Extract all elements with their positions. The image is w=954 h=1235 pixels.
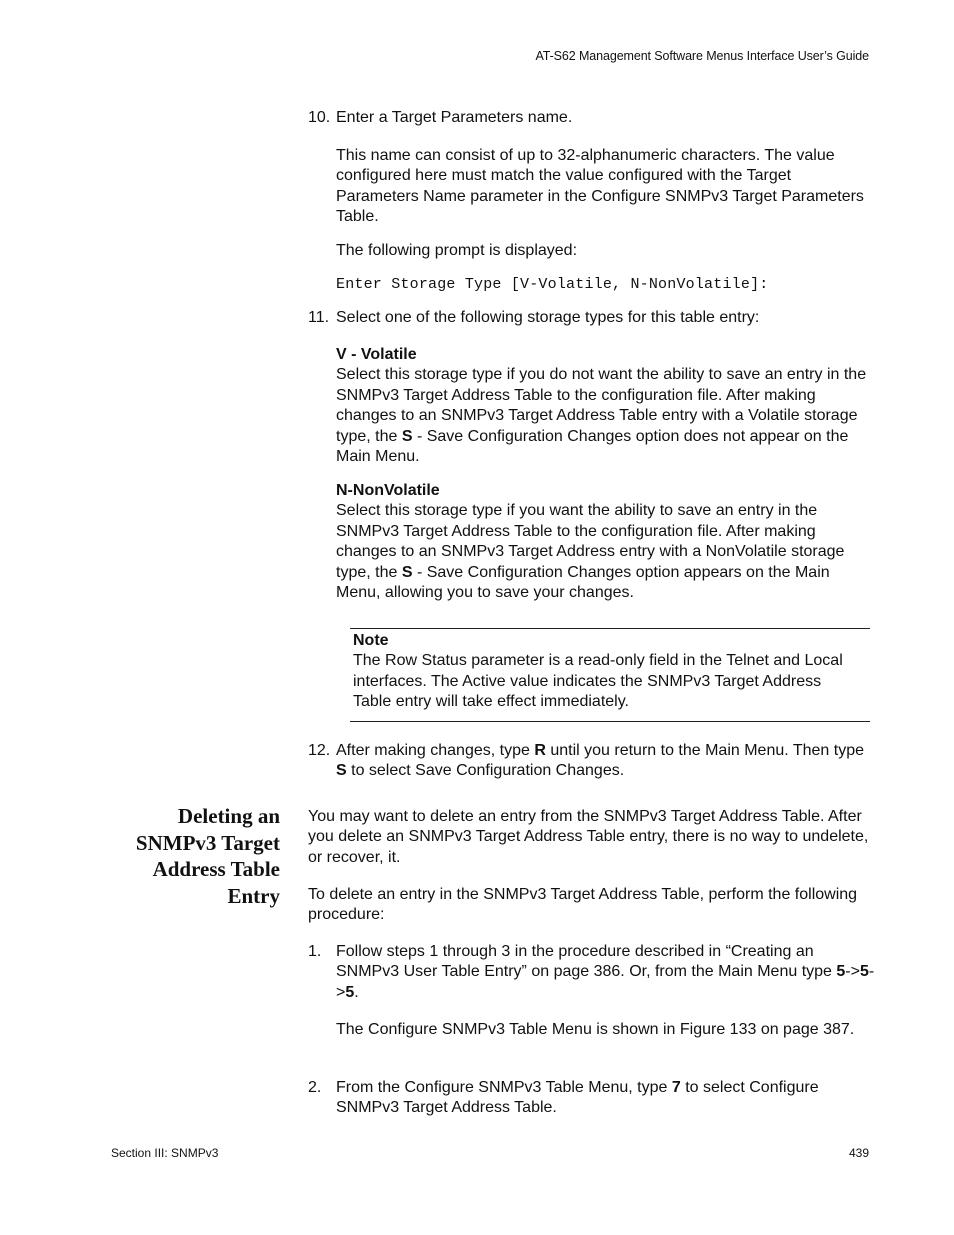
prompt-code: Enter Storage Type [V-Volatile, N-NonVolatile]:	[336, 276, 769, 293]
option-key: S	[401, 563, 413, 581]
heading-line: Entry	[227, 883, 280, 908]
option-desc: Select this storage type if you want the ability to save an entry in the SNMPv3 Target Address Table to the configuration file. After making changes to an SNMPv3 Target Address entry with a NonVolatile storage type, the	[336, 502, 845, 581]
option-title: V - Volatile	[336, 346, 417, 363]
paragraph: The Configure SNMPv3 Table Menu is shown in Figure 133 on page 387.	[336, 1021, 855, 1038]
step-text	[336, 741, 876, 782]
step-number: 2.	[308, 1079, 322, 1096]
step-number: 10.	[308, 109, 331, 126]
step-text	[336, 1078, 876, 1119]
heading-line: Deleting an	[177, 804, 280, 828]
text-run: to select Configure SNMPv3 Target Address Table.	[336, 1079, 819, 1117]
note-text: The Row Status parameter is a read-only field in the Telnet and Local interfaces. The Active value indicates the SNMPv3 Target Address Table entry will take effect immediately.	[353, 652, 843, 711]
option-desc: Select this storage type if you do not want the ability to save an entry in the SNMPv3 Target Address Table to the configuration file. After making changes to an SNMPv3 Target Address Table entry with a Volatile storage type, the	[336, 366, 867, 445]
section-heading	[100, 803, 280, 909]
text-run: .	[354, 983, 359, 1001]
text-run: ->	[845, 963, 860, 981]
option-key: S	[401, 427, 413, 445]
option-desc: - Save Configuration Changes option appears on the Main Menu, allowing you to save your changes.	[336, 563, 830, 602]
heading-line: SNMPv3 Target	[135, 830, 280, 855]
option-nonvolatile	[336, 481, 876, 603]
paragraph: To delete an entry in the SNMPv3 Target Address Table, perform the following procedure:	[308, 886, 858, 924]
key-s: S	[336, 762, 347, 780]
paragraph: You may want to delete an entry from the SNMPv3 Target Address Table. After you delete an SNMPv3 Target Address Table entry, there is no way to undelete, or recover, it.	[308, 808, 869, 866]
step-number: 12.	[308, 742, 331, 759]
text-run: From the Configure SNMPv3 Table Menu, type	[336, 1079, 672, 1096]
note-title: Note	[353, 632, 389, 649]
option-volatile	[336, 345, 876, 467]
step-text: Select one of the following storage types for this table entry:	[336, 309, 760, 326]
key-5: 5	[836, 963, 846, 981]
option-desc: - Save Configuration Changes option does not appear on the Main Menu.	[336, 427, 849, 466]
key-5: 5	[859, 963, 869, 981]
option-title: N-NonVolatile	[336, 482, 440, 499]
step-text: Enter a Target Parameters name.	[336, 109, 573, 126]
paragraph: This name can consist of up to 32-alphanumeric characters. The value configured here must match the value configured with the Target Parameters Name parameter in the Configure SNMPv3 Target Parameters Table.	[336, 147, 864, 226]
text-run: until you return to the Main Menu. Then type	[545, 742, 864, 759]
key-5: 5	[345, 983, 355, 1001]
step-number: 11.	[308, 309, 330, 326]
key-7: 7	[671, 1079, 681, 1096]
step-text	[336, 942, 876, 1003]
key-r: R	[534, 742, 546, 759]
text-run: ->	[336, 963, 875, 1001]
paragraph: The following prompt is displayed:	[336, 242, 578, 259]
text-run: to select Save Configuration Changes.	[346, 762, 625, 780]
step-number: 1.	[308, 943, 322, 960]
page-number: 439	[848, 1146, 869, 1160]
text-run: Follow steps 1 through 3 in the procedure described in “Creating an SNMPv3 User Table Entry” on page 386. Or, from the Main Menu type	[336, 943, 837, 981]
note-box	[350, 628, 870, 722]
running-header: AT-S62 Management Software Menus Interface User’s Guide	[535, 49, 869, 63]
heading-line: Address Table	[152, 857, 280, 881]
text-run: After making changes, type	[336, 742, 535, 759]
footer-section: Section III: SNMPv3	[111, 1146, 219, 1160]
